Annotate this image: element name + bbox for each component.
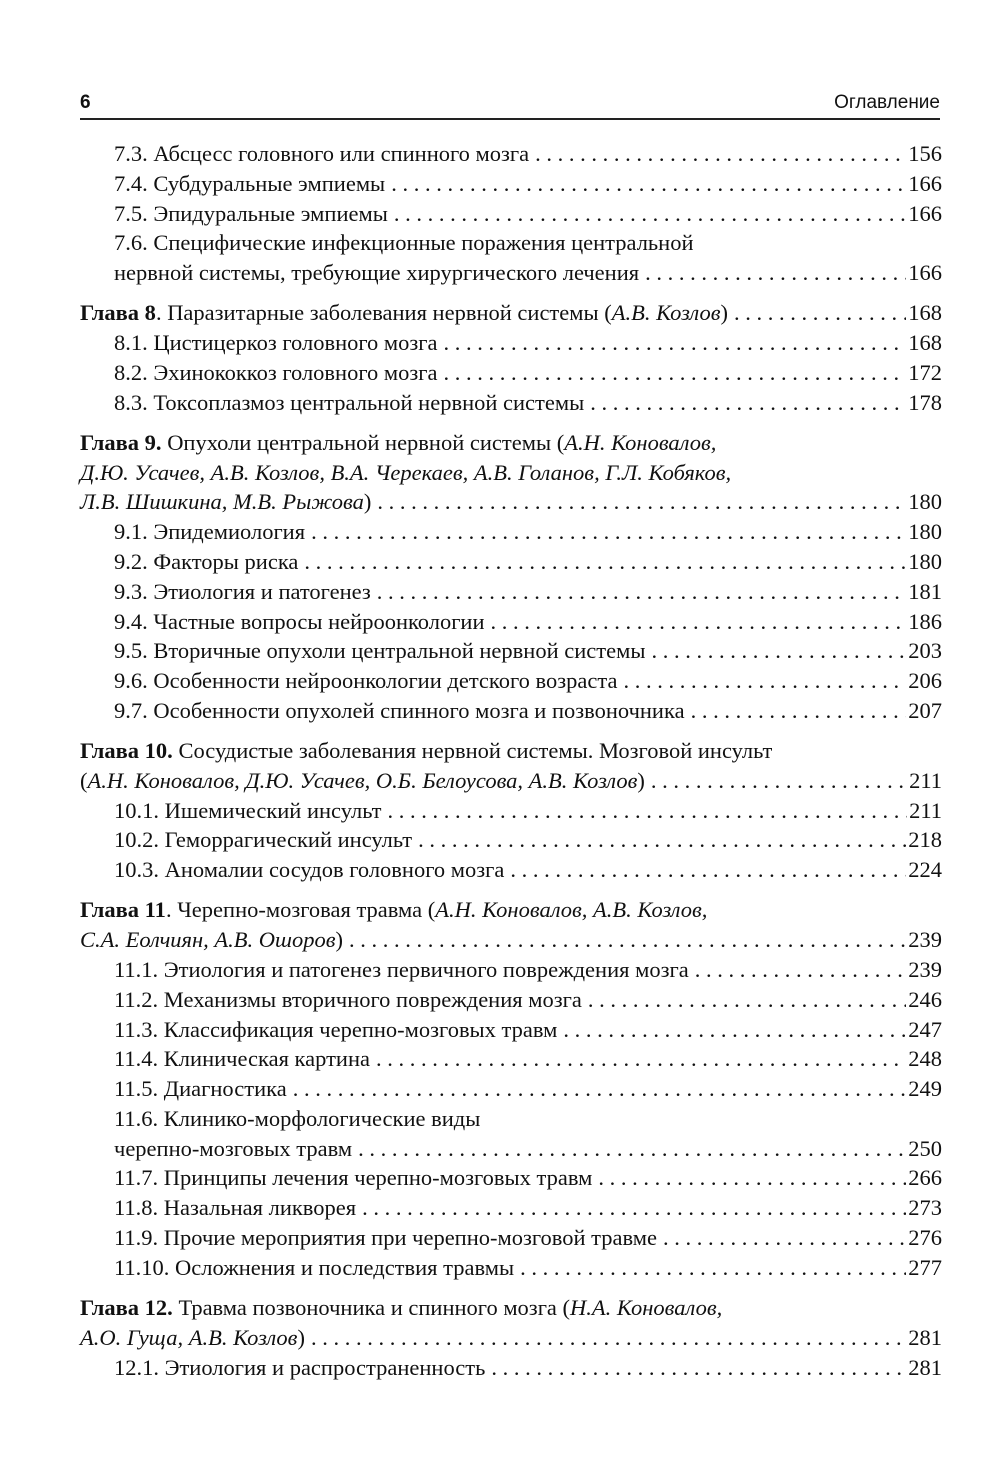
toc-entry-line[interactable]: 11.6. Клинико-морфологические виды — [114, 1105, 481, 1131]
toc-entry[interactable]: 11.10. Осложнения и последствия травмы . . . 277 — [80, 1253, 942, 1283]
toc-entry[interactable]: 9.4. Частные вопросы нейроонкологии . . . 186 — [80, 607, 942, 637]
toc-entry[interactable]: 11.8. Назальная ликворея . . . 273 — [80, 1193, 942, 1223]
toc-entry[interactable]: 11.2. Механизмы вторичного повреждения мозга . . . 246 — [80, 985, 942, 1015]
toc-entry[interactable]: 8.2. Эхинококкоз головного мозга . . . 172 — [80, 358, 942, 388]
toc-entry[interactable]: 11.5. Диагностика . . . 249 — [80, 1074, 942, 1104]
chapter-authors-line: Д.Ю. Усачев, А.В. Козлов, В.А. Черекаев, А.В. Голанов, Г.Л. Кобяков, — [80, 459, 732, 485]
toc-entry[interactable]: 10.1. Ишемический инсульт . . . 211 — [80, 796, 942, 826]
toc-entry[interactable]: 8.3. Токсоплазмоз центральной нервной системы . . . 178 — [80, 388, 942, 418]
toc-entry[interactable]: 7.3. Абсцесс головного или спинного мозга . . . 156 — [80, 139, 942, 169]
toc-entry[interactable]: черепно-мозговых травм . . . 250 — [80, 1134, 942, 1164]
page-header — [80, 86, 940, 120]
toc-entry-line[interactable]: 7.6. Специфические инфекционные поражения центральной — [114, 230, 694, 256]
toc-entry[interactable]: нервной системы, требующие хирургического лечения . . . 166 — [80, 258, 942, 288]
chapter-heading-9[interactable]: Глава 9. Опухоли центральной нервной системы (А.Н. Коновалов, — [80, 429, 717, 455]
toc-entry[interactable]: 9.3. Этиология и патогенез . . . 181 — [80, 577, 942, 607]
toc-entry[interactable]: 11.9. Прочие мероприятия при черепно-мозговой травме . . . 276 — [80, 1223, 942, 1253]
toc-entry[interactable]: 9.7. Особенности опухолей спинного мозга и позвоночника . . . 207 — [80, 696, 942, 726]
chapter-heading-8[interactable]: Глава 8. Паразитарные заболевания нервной системы (А.В. Козлов) . . . 168 — [80, 298, 942, 328]
toc-entry[interactable]: 11.3. Классификация черепно-мозговых травм . . . 247 — [80, 1015, 942, 1045]
toc-entry[interactable]: 9.2. Факторы риска . . . 180 — [80, 547, 942, 577]
chapter-heading-11-end[interactable]: С.А. Еолчиян, А.В. Ошоров) . . . 239 — [80, 925, 942, 955]
chapter-heading-10[interactable]: Глава 10. Сосудистые заболевания нервной системы. Мозговой инсульт — [80, 738, 773, 764]
toc-entry[interactable]: 11.4. Клиническая картина . . . 248 — [80, 1044, 942, 1074]
toc-entry[interactable]: 7.5. Эпидуральные эмпиемы . . . 166 — [80, 199, 942, 229]
toc-entry[interactable]: 8.1. Цистицеркоз головного мозга . . . 168 — [80, 328, 942, 358]
toc-entry[interactable]: 10.2. Геморрагический инсульт . . . 218 — [80, 825, 942, 855]
running-title: Оглавление — [834, 92, 940, 113]
toc-entry[interactable]: 11.7. Принципы лечения черепно-мозговых травм . . . 266 — [80, 1163, 942, 1193]
toc-entry[interactable]: 10.3. Аномалии сосудов головного мозга . . . 224 — [80, 855, 942, 885]
toc-entry[interactable]: 9.1. Эпидемиология . . . 180 — [80, 517, 942, 547]
chapter-heading-11[interactable]: Глава 11. Черепно-мозговая травма (А.Н. Коновалов, А.В. Козлов, — [80, 897, 708, 923]
page-number: 6 — [80, 92, 91, 113]
chapter-heading-12[interactable]: Глава 12. Травма позвоночника и спинного мозга (Н.А. Коновалов, — [80, 1294, 723, 1320]
toc-entry[interactable]: 12.1. Этиология и распространенность . . . 281 — [80, 1353, 942, 1383]
toc-entry[interactable]: 7.4. Субдуральные эмпиемы . . . 166 — [80, 169, 942, 199]
chapter-heading-10-end[interactable]: (А.Н. Коновалов, Д.Ю. Усачев, О.Б. Белоусова, А.В. Козлов) . . . 211 — [80, 766, 942, 796]
chapter-heading-9-end[interactable]: Л.В. Шишкина, М.В. Рыжова) . . . 180 — [80, 487, 942, 517]
toc-entry[interactable]: 9.5. Вторичные опухоли центральной нервной системы . . . 203 — [80, 636, 942, 666]
chapter-heading-12-end[interactable]: А.О. Гуща, А.В. Козлов) . . . 281 — [80, 1323, 942, 1353]
toc-entry[interactable]: 9.6. Особенности нейроонкологии детского возраста . . . 206 — [80, 666, 942, 696]
table-of-contents — [80, 139, 942, 1382]
toc-entry[interactable]: 11.1. Этиология и патогенез первичного повреждения мозга . . . 239 — [80, 955, 942, 985]
